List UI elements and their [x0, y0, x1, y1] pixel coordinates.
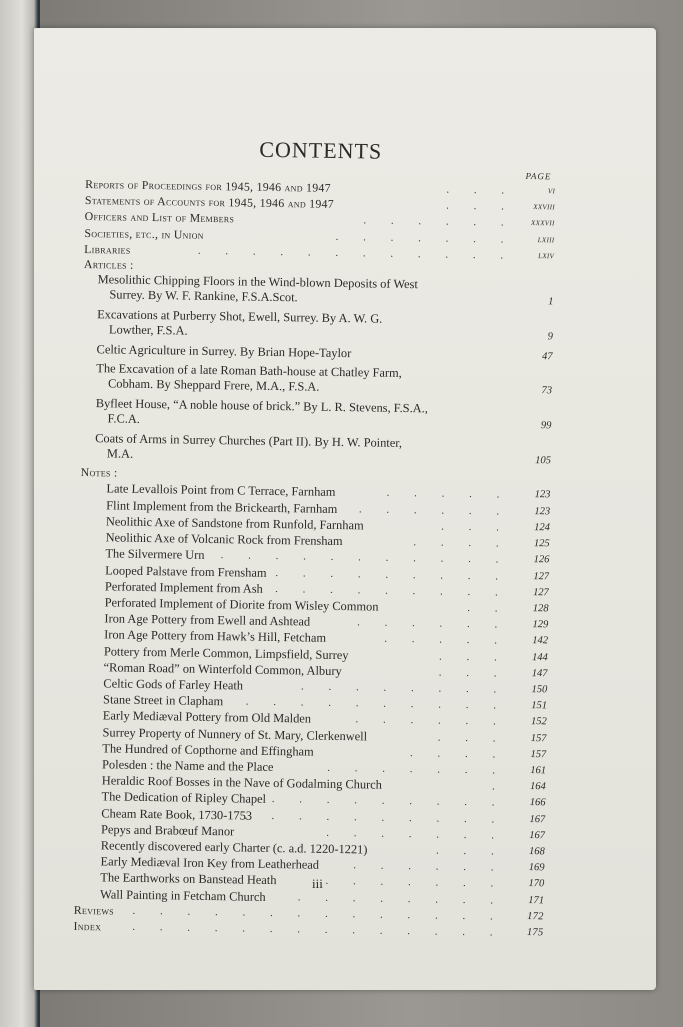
leader-dots: . . . . . . . . . . . [220, 549, 510, 566]
toc-entry-page: 172 [527, 910, 544, 923]
article-page: 47 [541, 350, 553, 362]
note-entry-page: 128 [532, 602, 549, 615]
article-page: 9 [547, 331, 553, 343]
leader-dots: . . . . . . . . . [275, 582, 509, 599]
leader-dots: . . . [446, 183, 516, 197]
articles-list [81, 272, 554, 469]
notes-list [74, 480, 551, 909]
leader-dots: . . . . . . . . . . . . [197, 244, 515, 262]
book-page [34, 28, 656, 990]
toc-entry-label: Libraries [84, 241, 131, 257]
toc-entry-page: vi [547, 185, 556, 197]
toc-entry-label: Index [73, 918, 102, 934]
note-entry-page: 127 [533, 570, 550, 582]
leader-dots: . [491, 780, 506, 793]
back-matter-list [73, 902, 543, 942]
note-entry-label: Perforated Implement of Diorite from Wisley Common [104, 595, 379, 614]
note-entry-label: Cheam Rate Book, 1730-1753 [101, 805, 253, 823]
note-entry-page: 169 [528, 862, 545, 874]
toc-entry-label: Statements of Accounts for 1945, 1946 and 1947 [84, 193, 335, 212]
article-page: 105 [535, 455, 552, 467]
note-entry-label: Iron Age Pottery from Ewell and Ashtead [104, 611, 311, 629]
leader-dots: . . [467, 601, 509, 615]
note-entry-page: 157 [530, 732, 547, 744]
toc-entry-page: lxiii [537, 233, 555, 245]
note-entry-label: Heraldic Roof Bosses in the Nave of Godalming Church [101, 773, 383, 792]
note-entry-label: Perforated Implement from Ash [104, 579, 263, 596]
note-entry-page: 147 [531, 667, 548, 680]
page-title: CONTENTS [259, 136, 383, 164]
toc-entry-label: Reports of Proceedings for 1945, 1946 and 1947 [85, 176, 331, 195]
article-page: 1 [548, 296, 554, 308]
note-entry-page: 124 [534, 521, 550, 534]
leader-dots: . . . [437, 731, 507, 745]
note-entry-label: The Silvermere Urn [105, 546, 205, 563]
note-entry-label: The Hundred of Copthorne and Effingham [102, 741, 314, 759]
article-line1: Byfleet House, “A noble house of brick.” By L. R. Stevens, F.S.A., [95, 396, 428, 416]
toc-entry-page: lxiv [538, 249, 555, 262]
article-line2: Lowther, F.S.A. [108, 322, 188, 338]
leader-dots: . . . . . [384, 633, 509, 648]
note-entry-page: 166 [529, 797, 546, 809]
note-entry-page: 168 [528, 846, 545, 858]
note-entry-label: “Roman Road” on Winterfold Common, Albury [103, 660, 342, 678]
article-page: 73 [541, 385, 553, 397]
article-line2: F.C.A. [107, 411, 141, 427]
note-entry-page: 161 [530, 764, 547, 777]
leader-dots: . . . . . . . [327, 761, 507, 777]
leader-dots: . . . . . . [353, 859, 505, 874]
note-entry-label: Recently discovered early Charter (c. a.d. 1220-1221) [100, 838, 368, 857]
page-column-header: PAGE [525, 170, 552, 182]
note-entry-page: 151 [531, 700, 548, 712]
leader-dots: . . . . . . . . . [271, 793, 506, 810]
notes-heading: Notes : [80, 465, 118, 481]
leader-dots: . . . . . . [363, 214, 515, 230]
leader-dots: . . . . . . . . [301, 680, 508, 696]
note-entry-page: 127 [533, 586, 549, 599]
leader-dots: . . . . . . [357, 616, 509, 631]
toc-entry-label: Societies, etc., in Union [84, 225, 204, 242]
note-entry-label: Early Mediæval Iron Key from Leatherhead [100, 854, 320, 872]
article-line2: M.A. [106, 446, 134, 461]
leader-dots: . . . . . . . . . . [243, 809, 506, 826]
leader-dots: . . . [446, 199, 516, 213]
note-entry-label: Stane Street in Clapham [103, 692, 224, 709]
front-matter-list [84, 176, 555, 264]
article-line2: Surrey. By W. F. Rankine, F.S.A.Scot. [109, 287, 298, 305]
toc-entry-page: xxviii [533, 201, 555, 213]
note-entry-page: 144 [532, 651, 548, 663]
article-line1: Coats of Arms in Surrey Churches (Part II). By H. W. Pointer, [95, 430, 403, 450]
leader-dots: . . . . [409, 746, 507, 761]
note-entry-label: Celtic Gods of Farley Heath [103, 676, 244, 693]
note-entry-label: The Dedication of Ripley Chapel [101, 789, 267, 807]
note-entry-label: The Earthworks on Banstead Heath [100, 870, 277, 888]
leader-dots: . . . . . . . . . [275, 566, 510, 583]
article-line1: The Excavation of a late Roman Bath-house at Chatley Farm, [96, 361, 402, 381]
note-entry-page: 164 [529, 781, 546, 793]
leader-dots: . . . [438, 650, 508, 664]
leader-dots: . . . . . [386, 487, 511, 502]
note-entry-page: 123 [534, 505, 551, 518]
note-entry-label: Flint Implement from the Brickearth, Farnham [106, 498, 338, 516]
leader-dots: . . . . . . [358, 503, 511, 518]
leader-dots: . . . . . . . . [297, 890, 505, 907]
leader-dots: . . . . . . [355, 713, 507, 729]
note-entry-label: Looped Palstave from Frensham [105, 562, 267, 580]
note-entry-label: Neolithic Axe of Volcanic Rock from Frensham [105, 530, 343, 549]
leader-dots: . . . [441, 520, 510, 534]
leader-dots: . . . . . . . [335, 230, 515, 246]
articles-heading: Articles : [83, 257, 134, 272]
note-entry-label: Late Levallois Point from C Terrace, Farnham [106, 481, 336, 500]
contents-block [73, 134, 556, 941]
note-entry-label: Neolithic Axe of Sandstone from Runfold, Farnham [105, 514, 364, 533]
toc-entry-label: Officers and List of Members [84, 209, 235, 226]
article-line1: Celtic Agriculture in Surrey. By Brian Hope-Taylor [96, 341, 352, 360]
note-entry-page: 170 [528, 878, 545, 890]
note-entry-page: 142 [532, 635, 549, 647]
note-entry-label: Iron Age Pottery from Hawk’s Hill, Fetcham [104, 627, 327, 646]
leader-dots: . . . . . . . . . . [245, 695, 508, 712]
leader-dots: . . . [438, 666, 508, 680]
article-line1: Excavations at Purberry Shot, Ewell, Surrey. By A. W. G. [97, 307, 383, 326]
note-entry-page: 167 [529, 813, 546, 825]
article-page: 99 [540, 420, 552, 432]
toc-entry-label: Reviews [73, 902, 115, 918]
toc-entry-page: xxxvii [530, 217, 555, 229]
note-entry-page: 129 [532, 619, 549, 631]
leader-dots: . . . [435, 844, 505, 858]
note-entry-page: 157 [530, 748, 547, 761]
toc-entry-page: 175 [526, 926, 544, 939]
note-entry-page: 123 [534, 489, 551, 501]
note-entry-label: Pottery from Merle Common, Limpsfield, Surrey [103, 643, 349, 662]
leader-dots: . . . . . . . [326, 826, 506, 842]
leader-dots: . . . . . . . . . . . . . . [132, 904, 504, 923]
article-line2: Cobham. By Sheppard Frere, M.A., F.S.A. [107, 376, 320, 395]
leader-dots: . . . . . . . [325, 875, 505, 891]
note-entry-page: 171 [528, 894, 545, 906]
note-entry-label: Wall Painting in Fetcham Church [99, 886, 266, 904]
note-entry-page: 150 [531, 683, 548, 696]
note-entry-label: Surrey Property of Nunnery of St. Mary, Clerkenwell [102, 724, 368, 744]
leader-dots: . . . . [413, 536, 510, 550]
leader-dots: . . . . . . . . . . . . . . [132, 920, 504, 939]
note-entry-label: Pepys and Brabœuf Manor [100, 822, 235, 839]
note-entry-page: 152 [530, 716, 547, 728]
article-line1: Mesolithic Chipping Floors in the Wind-blown Deposits of West [97, 272, 418, 292]
page-folio: iii [312, 876, 323, 891]
note-entry-page: 126 [533, 554, 550, 566]
note-entry-page: 167 [529, 829, 546, 842]
note-entry-page: 125 [533, 538, 550, 550]
note-entry-label: Early Mediæval Pottery from Old Malden [102, 708, 312, 726]
note-entry-label: Polesden : the Name and the Place [101, 757, 274, 774]
